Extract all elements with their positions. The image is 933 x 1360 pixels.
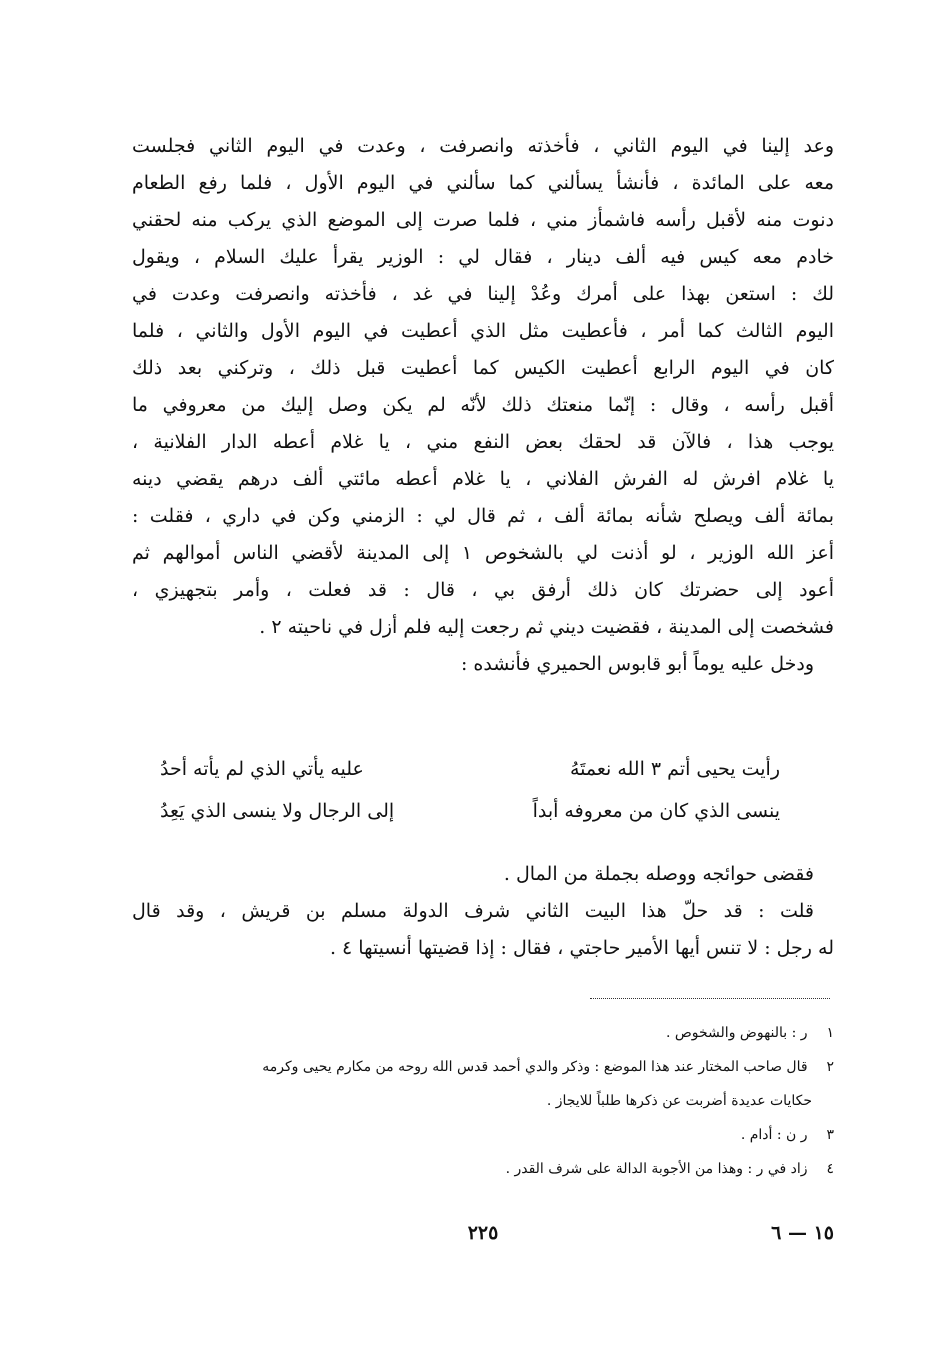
text-line: له رجل : لا تنس أيها الأمير حاجتي ، فقال : إذا قضيتها أنسيتها ٤ . bbox=[329, 937, 834, 959]
footnote bbox=[132, 1152, 834, 1186]
footnote-divider bbox=[590, 998, 830, 999]
footnote-number: ٤ bbox=[826, 1161, 834, 1177]
text-line: ودخل عليه يوماً أبو قابوس الحميري فأنشده : bbox=[460, 653, 814, 675]
text-line: أقبل رأسه ، وقال : إنّما منعتك ذلك لأنّه لم يكن وصل إليك من معروفي ما bbox=[132, 394, 834, 416]
text-line: كان في اليوم الرابع أعطيت الكيس كما أعطيت قبل ذلك ، وتركني بعد ذلك bbox=[132, 357, 834, 379]
footnote-text: قال صاحب المختار عند هذا الموضع : وذكر والدي أحمد قدس الله روحه من مكارم يحيى وكرمه bbox=[262, 1059, 808, 1075]
page-number: ٢٢٥ bbox=[467, 1222, 499, 1244]
footnote bbox=[132, 1118, 834, 1152]
text-line: لك : استعن بهذا على أمرك وعُدْ إلينا في غد ، فأخذته وانصرفت وعدت في bbox=[132, 283, 834, 305]
text-line: يا غلام افرش له الفرش الفلاني ، يا غلام أعطه مائتي ألف درهم يقضي دينه bbox=[132, 468, 834, 490]
verse-second-hemistich: عليه يأتي الذي لم يأته أحدُ bbox=[160, 758, 364, 780]
footnote-number: ٢ bbox=[826, 1059, 834, 1075]
footnote bbox=[132, 1050, 834, 1084]
text-line: قلت : قد حلّ هذا البيت الثاني شرف الدولة مسلم بن قريش ، وقد قال bbox=[132, 900, 814, 922]
verse-first-hemistich: رأيت يحيى أتم ٣ الله نعمتَهُ bbox=[569, 758, 780, 780]
text-line: دنوت منه لأقبل رأسه فاشمأز مني ، فلما صرت إلى الموضع الذي يركب منه لحقني bbox=[132, 209, 834, 231]
verse-first-hemistich: ينسى الذي كان من معروفه أبداً bbox=[532, 800, 780, 822]
text-line: فقضى حوائجه ووصله بجملة من المال . bbox=[503, 863, 814, 885]
page-footer bbox=[132, 1222, 834, 1252]
text-line: فشخصت إلى المدينة ، فقضيت ديني ثم رجعت إليه فلم أزل في ناحيته ٢ . bbox=[259, 616, 834, 638]
text-line: أعز الله الوزير ، لو أذنت لي بالشخوص ١ إلى المدينة لأقضي الناس أموالهم ثم bbox=[132, 542, 834, 564]
footnote-text: زاد في ر : وهذا من الأجوبة الدالة على شرف القدر . bbox=[505, 1161, 808, 1177]
footnote-text: ر ن : أدام . bbox=[740, 1127, 808, 1143]
text-line: معه على المائدة ، فأنشأ يسألني كما سألني في اليوم الأول ، فلما رفع الطعام bbox=[132, 172, 834, 194]
signature-mark: ١٥ — ٦ bbox=[771, 1222, 834, 1244]
after-poem-text bbox=[132, 856, 834, 967]
footnotes bbox=[132, 1016, 834, 1186]
footnote-number: ٣ bbox=[826, 1127, 834, 1143]
main-text bbox=[132, 128, 834, 683]
text-line: بمائة ألف ويصلح شأنه بمائة ألف ، ثم قال لي : الزمني وكن في داري ، فقلت : bbox=[132, 505, 834, 527]
footnote-text: ر : بالنهوض والشخوص . bbox=[665, 1025, 808, 1041]
text-line: أعود إلى حضرتك كان ذلك أرفق بي ، قال : قد فعلت ، وأمر بتجهيزي ، bbox=[132, 579, 834, 601]
footnote-continuation: حكايات عديدة أضربت عن ذكرها طلباً للايجاز . bbox=[546, 1093, 812, 1109]
text-line: يوجب هذا ، فالآن قد لحقك بعض النفع مني ، يا غلام أعطه الدار الفلانية ، bbox=[132, 431, 834, 453]
text-line: خادم معه كيس فيه ألف دينار ، فقال لي : الوزير يقرأ عليك السلام ، ويقول bbox=[132, 246, 834, 268]
poem-verse bbox=[160, 790, 780, 832]
poem-verse bbox=[160, 748, 780, 790]
footnote-number: ١ bbox=[826, 1025, 834, 1041]
text-line: اليوم الثالث كما أمر ، فأعطيت مثل الذي أعطيت في اليوم الأول والثاني ، فلما bbox=[132, 320, 834, 342]
text-line: وعد إلينا في اليوم الثاني ، فأخذته وانصرفت ، وعدت في اليوم الثاني فجلست bbox=[132, 135, 834, 157]
footnote bbox=[132, 1016, 834, 1050]
verse-second-hemistich: إلى الرجال ولا ينسى الذي يَعِدُ bbox=[160, 800, 395, 822]
poem bbox=[160, 748, 780, 832]
